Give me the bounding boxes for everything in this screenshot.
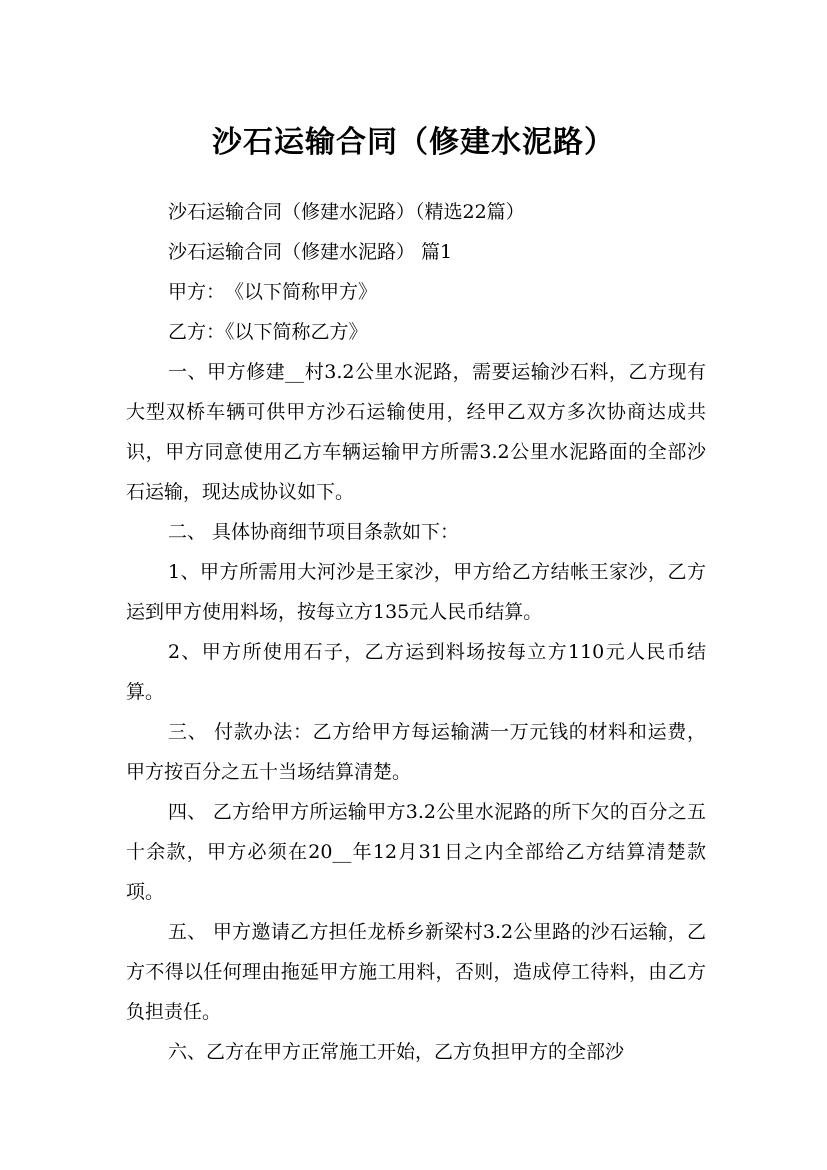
paragraph-clause-3: 三、 付款办法：乙方给甲方每运输满一万元钱的材料和运费，甲方按百分之五十当场结算清楚。 <box>126 721 706 783</box>
paragraph-item-2: 2、甲方所使用石子，乙方运到料场按每立方110元人民币结算。 <box>126 641 706 703</box>
paragraph-clause-2: 二、 具体协商细节项目条款如下： <box>168 521 460 543</box>
paragraph-subtitle: 沙石运输合同（修建水泥路）（精选22篇） <box>168 201 525 223</box>
paragraph-item-1: 1、甲方所需用大河沙是王家沙，甲方给乙方结帐王家沙，乙方运到甲方使用料场，按每立方135元人民币结算。 <box>126 561 706 623</box>
paragraph-clause-4: 四、 乙方给甲方所运输甲方3.2公里水泥路的所下欠的百分之五十余款，甲方必须在20__年12月31日之内全部给乙方结算清楚款项。 <box>126 801 706 903</box>
paragraph-clause-6: 六、乙方在甲方正常施工开始，乙方负担甲方的全部沙 <box>168 1041 625 1063</box>
document-body <box>126 192 706 1072</box>
paragraph-chapter-heading: 沙石运输合同（修建水泥路） 篇1 <box>168 241 453 263</box>
paragraph-clause-1: 一、甲方修建__村3.2公里水泥路，需要运输沙石料，乙方现有大型双桥车辆可供甲方沙石运输使用，经甲乙双方多次协商达成共识，甲方同意使用乙方车辆运输甲方所需3.2公里水泥路面的全部沙石运输，现达成协议如下。 <box>126 361 706 503</box>
document-title: 沙石运输合同（修建水泥路） <box>212 125 615 161</box>
paragraph-party-b: 乙方：《以下简称乙方》 <box>168 321 368 343</box>
paragraph-clause-5: 五、 甲方邀请乙方担任龙桥乡新梁村3.2公里路的沙石运输，乙方不得以任何理由拖延甲方施工用料，否则，造成停工待料，由乙方负担责任。 <box>126 921 706 1023</box>
paragraph-party-a: 甲方： 《以下简称甲方》 <box>168 281 378 303</box>
